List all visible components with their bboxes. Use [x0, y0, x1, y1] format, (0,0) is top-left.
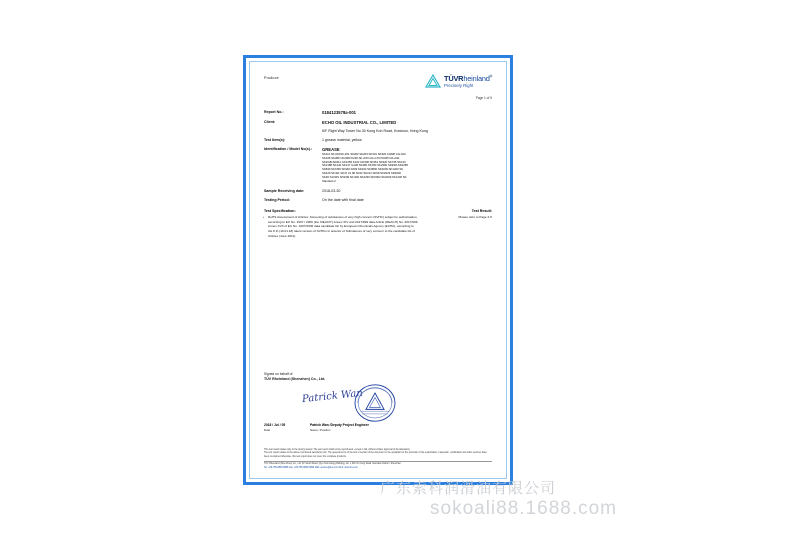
test-specification-body — [264, 215, 492, 238]
model-line: SK226 SK280 CK2000 K230 SK+150 GK+170 K0045 GK+611 — [322, 156, 400, 160]
field-list — [264, 110, 492, 203]
signature-date: 2018 / Jul / 05 — [264, 423, 286, 427]
model-line: SK2/181SK911 GK1255 K102 GK308 SK351 SK920 SK735 SK133 — [322, 160, 406, 164]
model-line: SK2188 SK140 SK147 G128 SK480 SK780 SK2360 SK9/9A SK2285 — [322, 164, 408, 168]
test-specification-label: Test Specification: — [264, 208, 296, 213]
signature-date-caption: Date — [264, 428, 271, 432]
field-label: Test Item(s): — [264, 137, 286, 142]
registered-mark: ® — [489, 74, 492, 79]
tuv-wordmark — [444, 74, 492, 88]
model-line: Standard 2 — [322, 180, 336, 184]
field-label: Client: — [264, 119, 276, 124]
tuv-logo-block — [425, 74, 492, 88]
field-value: On the date with final date — [322, 197, 364, 202]
tuv-brand-rest: heinland — [463, 74, 490, 83]
tuv-brand-name — [444, 75, 492, 83]
field-row-model-no — [264, 147, 492, 184]
page-count: Page 1 of 5 — [475, 96, 492, 100]
signer-name: Patrick Wan /Deputy Project Engineer — [310, 423, 369, 427]
field-row-client — [264, 120, 492, 126]
field-row-report-no — [264, 110, 492, 116]
field-row-sample-receiving-date — [264, 189, 492, 194]
test-result-text: Please refer to Page 2-5 — [458, 214, 492, 219]
test-result-label: Test Result: — [471, 208, 492, 213]
fineprint-contact-line: Tel: +86-755-8828 8888 Fax: +86-755-8828 9999 Mail: service@tuv.com Web: www.tuv.com — [264, 466, 358, 469]
field-label: Report No.: — [264, 110, 284, 114]
model-line: SK30 S1URS SK9/09 SK-900 SK2290 SK0002 SK2009 SK1200 SK — [322, 176, 407, 180]
field-label: Testing Period: — [264, 197, 290, 202]
test-specification-header — [264, 209, 492, 213]
field-row-testing-period — [264, 198, 492, 203]
field-row-client-address — [264, 129, 492, 134]
handwritten-signature: Patrick Wan — [301, 387, 364, 406]
tuv-brand-main: TÜVR — [444, 74, 464, 83]
fineprint-line: The test report relates to the above mentioned sample(s) only. The general terms of the test in section of the document in the quotation for the provision of the examination, inspection, certification and other services have been mentioned otherwise, this test report does not cover the complete products. — [264, 452, 487, 458]
field-label: Sample Receiving date: — [264, 189, 305, 194]
fineprint-divider — [264, 461, 492, 462]
test-specification-text: RoHS Assessment of Articles: Screening of substances of very high concern (SVHC) subject to authorisation, according to EU No. 1907 / 2006 (the 'REACH') Annex XIV and 2017/999 data Article (REACH) No. 2017/999 Annex XVII of EC No. 1007/2006 data candidate list by European Chemicals Agency (ECHA), according to the 8 th (10.01.18) latest version of SVHCs in anterior of Substances of very concern to the candidate list of Articles (June 2011). — [268, 214, 418, 238]
tuv-slogan: Precisely Right — [444, 82, 474, 88]
fineprint-line: TÜV Rheinland (Shenzhen) Co., Ltd. 4F South Road, Qiyu Technology Building, No. 1 Min Xin Kerg Road, Nanshan District, Shenzhen — [264, 463, 401, 466]
model-line: SK111 SK-016SK-201 SK202 SK203 SK301 SK320 CHMP CH-320 — [322, 152, 406, 156]
certificate-page — [243, 55, 513, 485]
signer-caption: Name / Position — [310, 428, 331, 432]
produce-label: Produce — [264, 76, 279, 80]
field-label — [264, 129, 322, 134]
signing-company: TÜV Rheinland (Shenzhen) Co., Ltd. — [264, 377, 326, 381]
field-value: 6/F Right Way Tower No.30 Kong Koh Road, Kowloon, Hong Kong — [322, 129, 428, 134]
site-watermark: sokoali88.1688.com — [430, 498, 617, 519]
field-value: GREASE — [322, 146, 340, 152]
bullet-icon: • — [263, 214, 265, 219]
signature-block — [264, 372, 492, 432]
field-row-test-item — [264, 138, 492, 143]
field-label: Identification / Model No(s).: — [264, 146, 313, 151]
field-value: ECHO OIL INDUSTRIAL CO., LIMITED — [322, 119, 397, 125]
model-line: SK420 SK421 SK47 21 08 SK22 SK131 SK68 SK2033 SK6600 — [322, 172, 401, 176]
tuv-triangle-logo-icon — [425, 74, 441, 88]
field-value: 2018-03-30 — [322, 189, 341, 194]
document-header — [264, 74, 492, 108]
test-specification-text-wrap — [264, 215, 418, 238]
model-line: SK830 SK9 B9 SK940 K009 SK200 SK0800 SK2009 SK1200 SK — [322, 168, 404, 172]
certificate-page-inner — [249, 61, 507, 479]
signature-area — [264, 381, 492, 425]
fineprint-line: This test result relates only to the item(s) tested. The test report shall not be reproduced, except in full, without written approval of the laboratory. — [264, 448, 411, 451]
fineprint-footer — [264, 449, 492, 470]
field-value: 0184123578a-001 — [322, 110, 356, 115]
field-value: 1 grease material, yellow — [322, 137, 362, 142]
signed-on-behalf-label: Signed on behalf of — [264, 372, 293, 376]
model-number-list — [322, 153, 492, 184]
chinese-watermark: 广东索科润滑油有限公司 — [380, 479, 557, 497]
certification-round-stamp-icon — [352, 383, 398, 423]
